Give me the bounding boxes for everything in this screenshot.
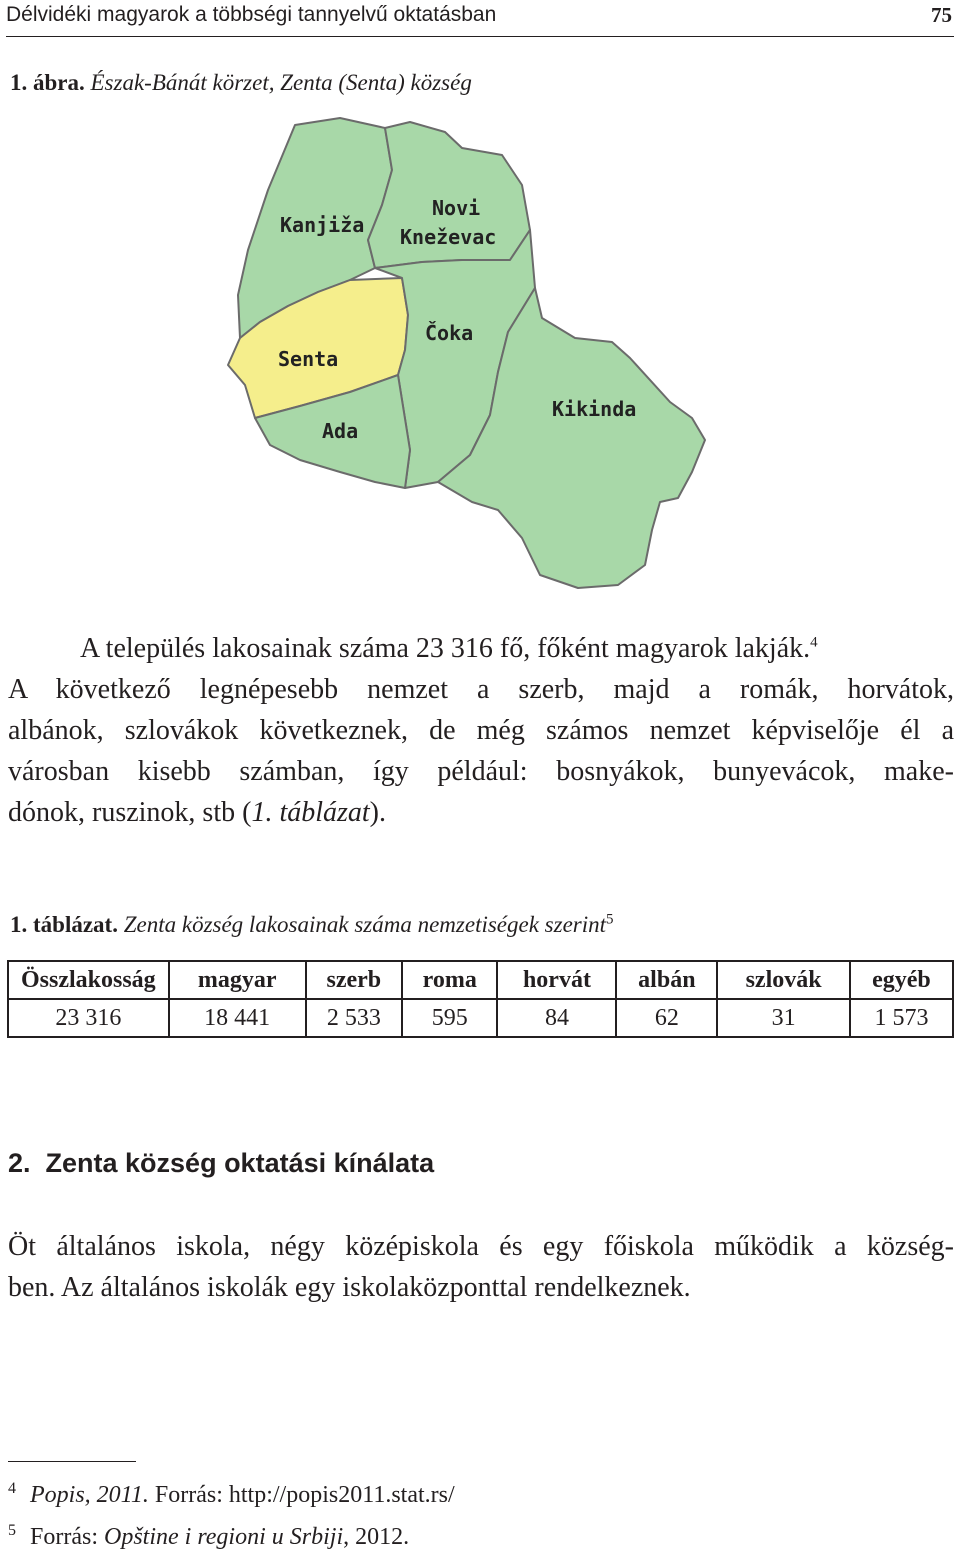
table-header-row <box>8 961 953 999</box>
running-title: Délvidéki magyarok a többségi tannyelvű oktatásban <box>6 3 497 26</box>
table-caption <box>10 912 614 938</box>
table-cell: 84 <box>497 999 616 1037</box>
table-row <box>8 999 953 1037</box>
footnote-divider <box>8 1461 136 1462</box>
footnote-number: 4 <box>8 1480 16 1497</box>
education-paragraph <box>8 1226 954 1308</box>
table-cell: 31 <box>717 999 850 1037</box>
figure-caption <box>10 70 472 96</box>
table-header-cell: egyéb <box>850 961 953 999</box>
para1-line4: városban kisebb számban, így például: bosnyákok, bunyevácok, make- <box>8 756 954 787</box>
running-header <box>6 0 954 37</box>
para1-line2: A következő legnépesebb nemzet a szerb, majd a romák, horvátok, <box>8 674 954 705</box>
table-cell: 2 533 <box>306 999 402 1037</box>
population-paragraph <box>8 628 954 833</box>
footnote-4: $^4$ Popis, 2011. Forrás: http://popis2011.stat.rs/ <box>8 1480 455 1508</box>
map-label-ada: Ada <box>322 419 359 443</box>
table-cell: 18 441 <box>169 999 306 1037</box>
table-header-cell: horvát <box>497 961 616 999</box>
table-cell: 23 316 <box>8 999 169 1037</box>
table-cell: 1 573 <box>850 999 953 1037</box>
table-header-cell: roma <box>402 961 498 999</box>
figure-caption-text: Észak-Bánát körzet, Zenta (Senta) község <box>90 70 472 95</box>
page-number: 75 <box>931 3 952 27</box>
table-header-cell: magyar <box>169 961 306 999</box>
map-label-kikinda: Kikinda <box>552 397 637 421</box>
table-header-cell: albán <box>616 961 717 999</box>
footnote-ref-5[interactable]: 5 <box>606 911 614 928</box>
district-map <box>200 110 740 600</box>
map-label-coka: Čoka <box>425 321 474 345</box>
table-cell: 62 <box>616 999 717 1037</box>
map-label-kanjiza: Kanjiža <box>280 213 365 237</box>
para1-line1: A település lakosainak száma 23 316 fő, főként magyarok lakják.$^4$ <box>80 633 818 664</box>
footnote-source-link[interactable]: Forrás: http://popis2011.stat.rs/ <box>148 1482 455 1508</box>
footnote-5: $^5$ Forrás: Opštine i regioni u Srbiji, 2012. <box>8 1522 410 1550</box>
table-header-cell: szlovák <box>717 961 850 999</box>
para1-line5: dónok, ruszinok, stb (1. táblázat). <box>8 797 386 828</box>
population-table <box>7 960 954 1038</box>
figure-label: 1. ábra. <box>10 70 85 95</box>
para2-line2: ben. Az általános iskolák egy iskolaközponttal rendelkeznek. <box>8 1272 691 1303</box>
table-label: 1. táblázat. <box>10 912 118 937</box>
table-reference[interactable]: 1. táblázat <box>251 797 370 828</box>
table-header-cell: szerb <box>306 961 402 999</box>
para1-line3: albánok, szlovákok következnek, de még számos nemzet képviselője él a <box>8 715 954 746</box>
table-cell: 595 <box>402 999 498 1037</box>
map-label-senta: Senta <box>278 347 339 371</box>
map-label-knezevac: Kneževac <box>400 225 497 249</box>
footnote-number: 5 <box>8 1522 16 1539</box>
map-label-novi: Novi <box>432 196 481 220</box>
para2-line1: Öt általános iskola, négy középiskola és egy főiskola működik a község- <box>8 1231 954 1262</box>
section-heading: 2. Zenta község oktatási kínálata <box>8 1148 435 1178</box>
table-header-cell: Összlakosság <box>8 961 169 999</box>
footnote-ref-4[interactable]: 4 <box>810 634 818 651</box>
table-caption-text: Zenta község lakosainak száma nemzetiségek szerint <box>123 912 607 937</box>
